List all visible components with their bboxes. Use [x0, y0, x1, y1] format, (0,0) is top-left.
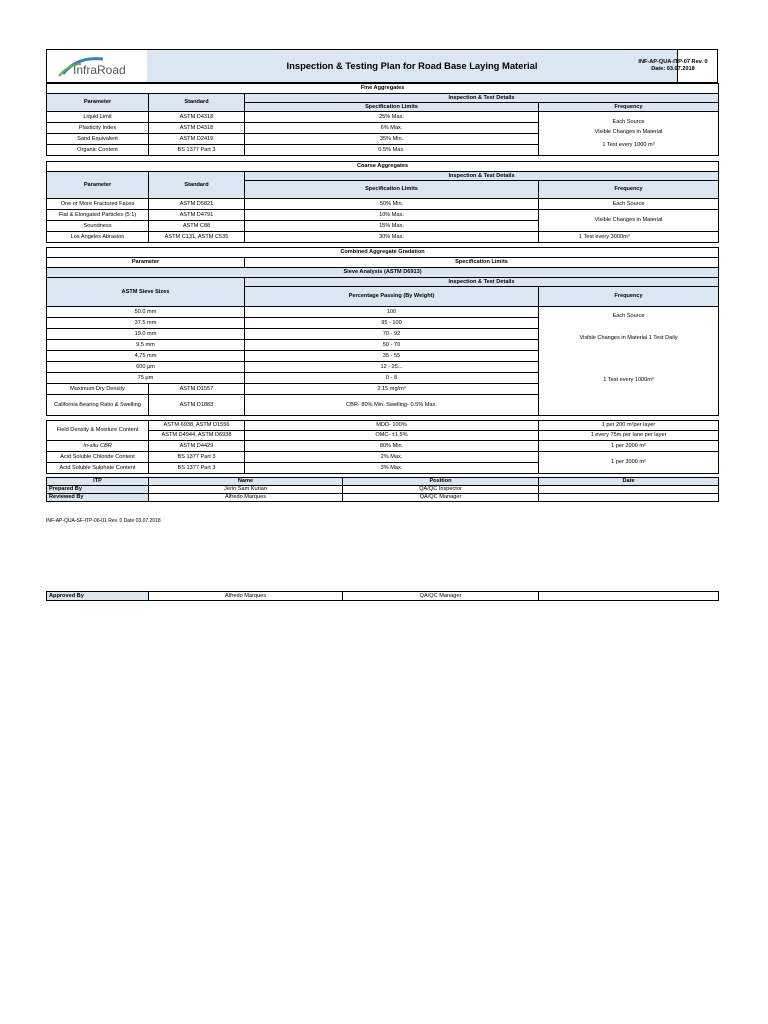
frequency-cell: 1 per 200 m²per layer [539, 421, 719, 431]
table-row [47, 307, 719, 318]
col-passing: Percentage Passing (By Weight) [245, 287, 539, 307]
approved-by-position: QA/QC Manager [343, 592, 539, 601]
col-parameter: Parameter [47, 258, 245, 268]
sieve-size-cell: 50.0 mm [47, 307, 245, 318]
document-title: Inspection & Testing Plan for Road Base Laying Material [147, 50, 678, 82]
spec-cell: 2% Max. [245, 452, 539, 463]
standard-cell: ASTM D2419 [149, 134, 245, 145]
standard-cell: ASTM D4429 [149, 441, 245, 452]
logo-swoosh-icon [47, 50, 147, 82]
col-name: Name [149, 478, 343, 486]
param-cell: Liquid Limit [47, 112, 149, 123]
table-row [47, 494, 719, 502]
passing-cell: 100 [245, 307, 539, 318]
table-row [47, 210, 719, 221]
reviewed-by-date[interactable] [539, 494, 719, 502]
freq-line: 1 Test every 1000m³ [603, 377, 654, 384]
passing-cell: 70 - 92 [245, 329, 539, 340]
spec-cell: 15% Max. [245, 221, 539, 232]
table-row [47, 486, 719, 494]
param-cell: Los Angeles Abrasion [47, 232, 149, 243]
frequency-cell: 1 every 75m per lane per layer [539, 431, 719, 441]
spec-cell: 30% Max. [245, 232, 539, 243]
standard-cell: ASTM D4318 [149, 123, 245, 134]
table-row [47, 112, 719, 123]
standard-cell: ASTM C88 [149, 221, 245, 232]
reviewed-by-position: QA/QC Manager [343, 494, 539, 502]
param-cell: California Bearing Ratio & Swelling [47, 395, 149, 416]
standard-cell: ASTM 6938, ASTM D1556 [149, 421, 245, 431]
spec-cell: CBR- 80% Min. Swelling- 0.5% Max. [245, 395, 539, 416]
standard-cell: BS 1377 Part 3 [149, 145, 245, 156]
document-reference [629, 50, 717, 82]
standard-cell: ASTM D1557 [149, 384, 245, 395]
table-row [47, 441, 719, 452]
field-tests-table [46, 420, 719, 474]
fine-aggregates-table [46, 83, 719, 156]
spec-cell: 0.5% Max. [245, 145, 539, 156]
table-row [47, 421, 719, 431]
reviewed-by-label: Reviewed By [47, 494, 149, 502]
param-cell: Acid Soluble Chloride Content [47, 452, 149, 463]
passing-cell: 12 - 25... [245, 362, 539, 373]
col-parameter: Parameter [47, 94, 149, 112]
sieve-analysis-title: Sieve Analysis (ASTM D6913) [47, 268, 719, 278]
param-cell: Soundness [47, 221, 149, 232]
col-sieve-sizes: ASTM Sieve Sizes [47, 278, 245, 307]
table-row [47, 592, 719, 601]
sieve-size-cell: 75 µm [47, 373, 245, 384]
approved-by-date[interactable] [539, 592, 719, 601]
standard-cell: ASTM D5821 [149, 199, 245, 210]
frequency-cell: Visible Changes in Material [539, 210, 719, 232]
doc-ref-number: INF-AP-QUA-ITP-07 Rev. 0 [638, 59, 708, 65]
standard-cell: ASTM D4318 [149, 112, 245, 123]
param-cell: In-situ CBR [47, 441, 149, 452]
param-cell: Field Density & Moisture Content [47, 421, 149, 441]
passing-cell: 95 - 100 [245, 318, 539, 329]
frequency-cell [539, 307, 719, 416]
standard-cell: ASTM D4791 [149, 210, 245, 221]
sieve-size-cell: 600 µm [47, 362, 245, 373]
param-cell: Sand Equivalent [47, 134, 149, 145]
standard-cell: ASTM D4944, ASTM D6938 [149, 431, 245, 441]
spec-cell: 3% Max. [245, 463, 539, 474]
frequency-cell: 1 Test every 3000m³ [539, 232, 719, 243]
section-title: Combined Aggregate Gradation [47, 248, 719, 258]
spec-cell: 35% Min. [245, 134, 539, 145]
col-standard: Standard [149, 94, 245, 112]
col-frequency: Frequency [539, 181, 719, 199]
standard-cell: ASTM D1883 [149, 395, 245, 416]
param-cell: Plasticity Index [47, 123, 149, 134]
doc-date: Date: 03.07.2018 [651, 65, 695, 72]
frequency-cell: Each Source [539, 199, 719, 210]
gradation-table [46, 247, 719, 416]
passing-cell: 0 - 8 [245, 373, 539, 384]
param-cell: Flat & Elongated Particles (5:1) [47, 210, 149, 221]
approved-by-name: Alfredo Marques [149, 592, 343, 601]
freq-line: Visible Changes in Material 1 Test Daily [579, 334, 678, 341]
standard-cell: ASTM C131, ASTM C535 [149, 232, 245, 243]
spec-cell: 80% Min. [245, 441, 539, 452]
spec-cell: 6% Max. [245, 123, 539, 134]
document-header [46, 49, 718, 83]
spec-cell: 50% Min. [245, 199, 539, 210]
prepared-by-label: Prepared By [47, 486, 149, 494]
col-standard: Standard [149, 172, 245, 199]
col-details: Inspection & Test Details [245, 172, 719, 181]
sieve-size-cell: 9.5 mm [47, 340, 245, 351]
standard-cell: BS 1377 Part 3 [149, 452, 245, 463]
frequency-cell: 1 per 2000 m² [539, 441, 719, 452]
freq-line: 1 Test every 1000 m³ [602, 141, 655, 148]
logo-text: InfraRoad [73, 63, 126, 77]
col-date: Date [539, 478, 719, 486]
approved-by-label: Approved By [47, 592, 149, 601]
company-logo [47, 50, 148, 82]
freq-line: Each Source [612, 119, 645, 126]
sieve-size-cell: 4.75 mm [47, 351, 245, 362]
col-position: Position [343, 478, 539, 486]
freq-line: Visible Changes in Material [594, 129, 663, 136]
col-frequency: Frequency [539, 287, 719, 307]
col-spec: Specification Limits [245, 258, 719, 268]
prepared-by-name: Jerin Sam Kurian [149, 486, 343, 494]
footer-reference: INF-AP-QUA-SF-ITP-06-01 Rev. 0 Date 03.07.2018 [46, 518, 161, 524]
passing-cell: 50 - 70 [245, 340, 539, 351]
param-cell: One or More Fractured Faces [47, 199, 149, 210]
spec-cell: MDD- 100% [245, 421, 539, 431]
col-details: Inspection & Test Details [245, 278, 719, 287]
col-itp: ITP [47, 478, 149, 486]
col-frequency: Frequency [539, 103, 719, 112]
table-row [47, 199, 719, 210]
sieve-size-cell: 19.0 mm [47, 329, 245, 340]
spec-cell: 2.15 mg/m³ [245, 384, 539, 395]
frequency-cell [539, 112, 719, 156]
spec-cell: 10% Max. [245, 210, 539, 221]
standard-cell: BS 1377 Part 3 [149, 463, 245, 474]
col-spec: Specification Limits [245, 181, 539, 199]
signoff-table [46, 477, 719, 502]
table-row [47, 232, 719, 243]
passing-cell: 35 - 55 [245, 351, 539, 362]
col-parameter: Parameter [47, 172, 149, 199]
col-details: Inspection & Test Details [245, 94, 719, 103]
spec-cell: OMC- ±1.5% [245, 431, 539, 441]
spec-cell: 25% Max. [245, 112, 539, 123]
param-cell: Organic Content [47, 145, 149, 156]
col-spec: Specification Limits [245, 103, 539, 112]
table-row [47, 452, 719, 463]
coarse-aggregates-table [46, 161, 719, 243]
prepared-by-position: QA/QC Inspector [343, 486, 539, 494]
frequency-cell: 1 per 3000 m² [539, 452, 719, 474]
param-cell: Acid Soluble Sulphate Content [47, 463, 149, 474]
sieve-size-cell: 37.5 mm [47, 318, 245, 329]
prepared-by-date[interactable] [539, 486, 719, 494]
param-cell: Maximum Dry Density [47, 384, 149, 395]
section-title: Fine Aggregates [47, 84, 719, 94]
section-title: Coarse Aggregates [47, 162, 719, 172]
approval-table [46, 591, 719, 601]
freq-line: Each Source [612, 312, 645, 319]
reviewed-by-name: Alfredo Marques [149, 494, 343, 502]
